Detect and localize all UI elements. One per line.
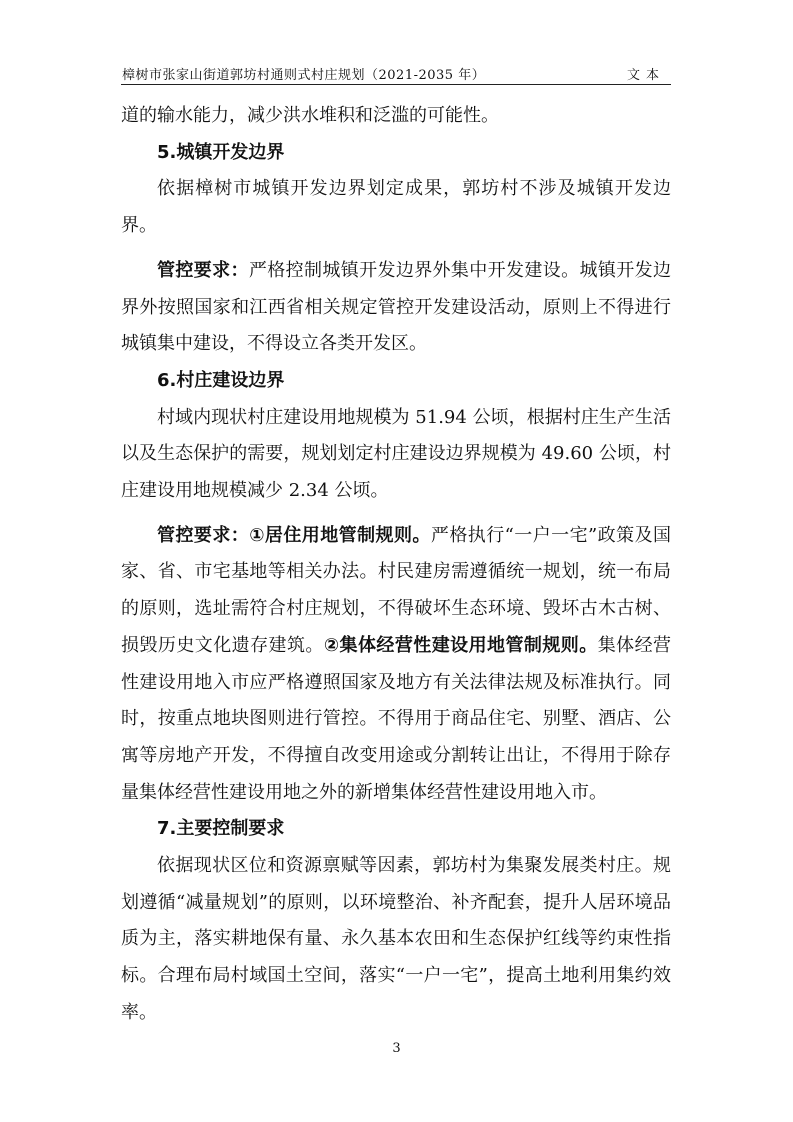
control-requirement-text: 严格控制城镇开发边界外集中开发建设。城镇开发边界外按照国家和江西省相关规定管控开发建设活动，原则上不得进行城镇集中建设，不得设立各类开发区。 bbox=[121, 259, 672, 355]
document-title: 樟树市张家山街道郭坊村通则式村庄规划（2021-2035 年） bbox=[122, 68, 486, 83]
page-body bbox=[121, 98, 671, 1032]
section-heading-urban-boundary: 5.城镇开发边界 bbox=[157, 141, 285, 163]
section-heading-main-control: 7.主要控制要求 bbox=[157, 818, 285, 840]
paragraph-main-control: 依据现状区位和资源禀赋等因素，郭坊村为集聚发展类村庄。规划遵循“减量规划”的原则，以环境整治、补齐配套，提升人居环境品质为主，落实耕地保有量、永久基本农田和生态保护红线等约束性指标。合理布局村域国土空间，落实“一户一宅”，提高土地利用集约效率。 bbox=[121, 855, 671, 1023]
page-number: 3 bbox=[392, 1041, 401, 1056]
residential-rule-title: ①居住用地管制规则。 bbox=[249, 524, 431, 546]
page-header bbox=[121, 62, 671, 85]
control-requirement-label: 管控要求： bbox=[157, 259, 249, 281]
collective-land-rule-title: ②集体经营性建设用地管制规则。 bbox=[323, 634, 598, 656]
paragraph-village-boundary: 村域内现状村庄建设用地规模为 51.94 公顷，根据村庄生产生活以及生态保护的需要，规划划定村庄建设边界规模为 49.60 公顷，村庄建设用地规模减少 2.34 公顷。 bbox=[121, 406, 671, 502]
document-type-label: 文本 bbox=[626, 68, 665, 83]
control-requirement-label: 管控要求： bbox=[157, 524, 250, 546]
paragraph-urban-boundary: 依据樟树市城镇开发边界划定成果，郭坊村不涉及城镇开发边界。 bbox=[121, 178, 671, 237]
paragraph-village-boundary-control bbox=[121, 518, 671, 812]
section-heading-village-boundary: 6.村庄建设边界 bbox=[157, 369, 285, 391]
residential-rule-text: 严格执行“一户一宅”政策及国家、省、市宅基地等相关办法。村民建房需遵循统一规划，统一布局的原则，选址需符合村庄规划，不得破坏生态环境、毁坏古木古树、损毁历史文化遗存建筑。 bbox=[121, 524, 672, 656]
collective-land-rule-text: 集体经营性建设用地入市应严格遵照国家及地方有关法律法规及标准执行。同时，按重点地块图则进行管控。不得用于商品住宅、别墅、酒店、公寓等房地产开发，不得擅自改变用途或分割转让出让，不得用于除存量集体经营性建设用地之外的新增集体经营性建设用地入市。 bbox=[121, 634, 672, 803]
paragraph-continuation: 道的输水能力，减少洪水堆积和泛滥的可能性。 bbox=[121, 105, 499, 126]
paragraph-urban-boundary-control bbox=[121, 253, 671, 363]
